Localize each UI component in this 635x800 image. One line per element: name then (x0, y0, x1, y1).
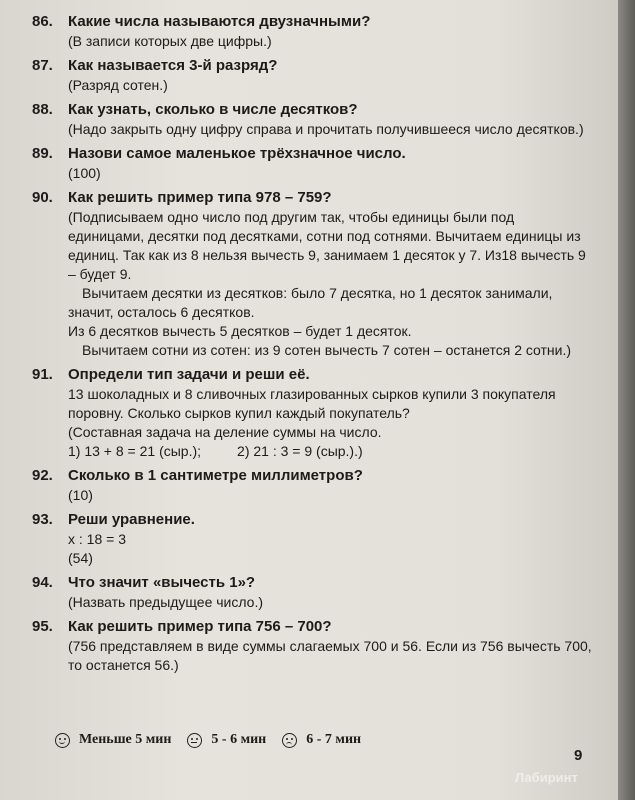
timing-scale (55, 732, 377, 748)
answer-text: Из 6 десятков вычесть 5 десятков – будет 1 десяток. (68, 323, 412, 339)
question-text: Что значит «вычесть 1»? (68, 574, 256, 591)
question-list (32, 12, 592, 680)
question-text: Назови самое маленькое трёхзначное число. (68, 145, 406, 162)
question-number: 88. (32, 101, 53, 118)
solution-step: 2) 21 : 3 = 9 (сыр.).) (237, 443, 363, 459)
answer-text: (Составная задача на деление суммы на число. (68, 424, 382, 440)
answer-text: (756 представляем в виде суммы слагаемых 700 и 56. Если из 756 вычесть 700, то останется 56.) (68, 638, 592, 673)
timing-label: Меньше 5 мин (79, 732, 172, 747)
question-88 (32, 100, 592, 139)
question-text: Определи тип задачи и реши её. (68, 366, 310, 383)
question-number: 87. (32, 57, 53, 74)
page-number: 9 (574, 747, 583, 764)
answer-text: (Надо закрыть одну цифру справа и прочитать получившееся число десятков.) (68, 121, 584, 137)
question-86 (32, 12, 592, 51)
question-number: 92. (32, 467, 53, 484)
solution-steps (68, 442, 592, 461)
smiley-happy-icon (55, 733, 70, 748)
question-92 (32, 466, 592, 505)
smiley-neutral-icon (187, 733, 202, 748)
watermark: Лабиринт (515, 770, 578, 785)
question-number: 95. (32, 618, 53, 635)
timing-label: 6 - 7 мин (306, 732, 362, 747)
problem-text: 13 шоколадных и 8 сливочных глазированных сырков купили 3 покупателя поровну. Сколько сырков купил каждый покупатель? (68, 386, 556, 421)
question-text: Сколько в 1 сантиметре миллиметров? (68, 467, 363, 484)
answer-text: (Подписываем одно число под другим так, чтобы единицы были под единицами, десятки под десятками, сотни под сотнями. Вычитаем единицы из единиц. Так как из 8 нельзя вычесть 9, занимаем 1 десяток у 7. Из18 вычесть 9 – будет 9. (68, 209, 586, 282)
question-number: 91. (32, 366, 53, 383)
question-text: Как решить пример типа 978 – 759? (68, 189, 332, 206)
question-91 (32, 365, 592, 461)
answer-text: (В записи которых две цифры.) (68, 33, 272, 49)
question-number: 93. (32, 511, 53, 528)
question-94 (32, 573, 592, 612)
equation: х : 18 = 3 (68, 531, 126, 547)
question-95 (32, 617, 592, 675)
answer-text: (10) (68, 487, 93, 503)
question-93 (32, 510, 592, 568)
solution-step: 1) 13 + 8 = 21 (сыр.); (68, 443, 202, 459)
answer-text: (Разряд сотен.) (68, 77, 168, 93)
answer-text: (100) (68, 165, 101, 181)
question-number: 94. (32, 574, 53, 591)
question-text: Как узнать, сколько в числе десятков? (68, 101, 358, 118)
smiley-sad-icon (282, 733, 297, 748)
answer-text: (Назвать предыдущее число.) (68, 594, 264, 610)
question-87 (32, 56, 592, 95)
answer-text: Вычитаем сотни из сотен: из 9 сотен вычесть 7 сотен – останется 2 сотни.) (82, 342, 572, 358)
question-number: 89. (32, 145, 53, 162)
answer-text: (54) (68, 550, 93, 566)
question-text: Какие числа называются двузначными? (68, 13, 371, 30)
question-89 (32, 144, 592, 183)
answer-text: Вычитаем десятки из десятков: было 7 десятка, но 1 десяток занимали, значит, осталось 6 десятков. (68, 285, 553, 320)
question-text: Реши уравнение. (68, 511, 195, 528)
page-edge-shadow (618, 0, 635, 800)
question-number: 90. (32, 189, 53, 206)
question-text: Как называется 3-й разряд? (68, 57, 278, 74)
timing-label: 5 - 6 мин (211, 732, 267, 747)
question-90 (32, 188, 592, 360)
question-number: 86. (32, 13, 53, 30)
question-text: Как решить пример типа 756 – 700? (68, 618, 332, 635)
